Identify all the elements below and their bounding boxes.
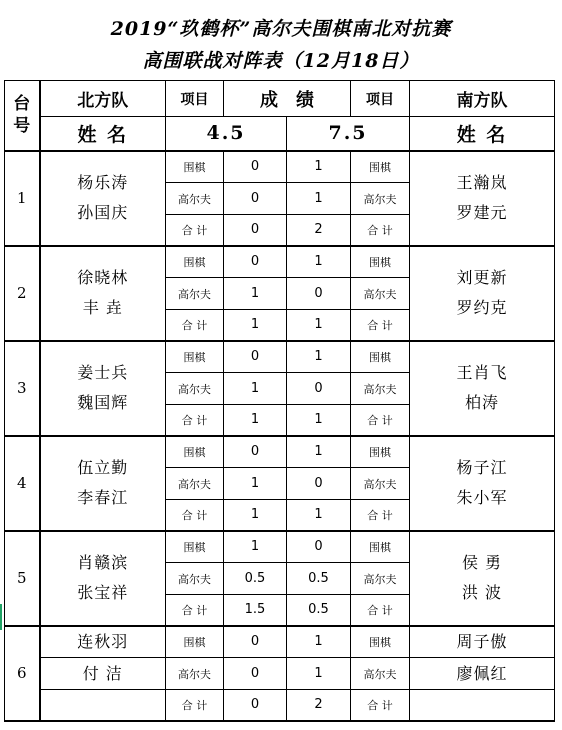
south-score: 1 — [287, 246, 351, 278]
south-score: 1 — [287, 183, 351, 215]
south-score: 0 — [287, 278, 351, 310]
item-label-right: 高尔夫 — [351, 468, 410, 500]
match-row — [5, 658, 555, 690]
north-players-cell — [40, 151, 166, 246]
south-score: 1 — [287, 500, 351, 531]
document-subtitle: 高围联战对阵表（12月18日） — [142, 50, 420, 72]
south-player-name: 侯 勇 — [461, 553, 503, 572]
south-score: 1 — [287, 405, 351, 436]
north-player-name: 伍立勤 — [77, 458, 129, 477]
south-score: 1 — [287, 341, 351, 373]
south-player-name: 刘更新 — [456, 268, 508, 287]
south-player-name: 洪 波 — [461, 583, 503, 602]
table-number-cell: 4 — [5, 436, 40, 531]
table-number-cell: 6 — [5, 626, 40, 721]
south-player-name: 柏涛 — [464, 393, 499, 412]
table-number-header-top: 台 — [13, 94, 31, 115]
south-score: 1 — [287, 436, 351, 468]
south-score: 1 — [287, 626, 351, 658]
north-score: 0 — [224, 215, 287, 246]
south-score: 2 — [287, 215, 351, 246]
table-number-cell: 3 — [5, 341, 40, 436]
north-score: 0 — [224, 183, 287, 215]
north-player-name: 杨乐涛 — [77, 173, 129, 192]
match-row — [5, 151, 555, 183]
match-row — [5, 436, 555, 468]
item-label-left: 合 计 — [166, 690, 224, 721]
item-label-right: 围棋 — [351, 626, 410, 658]
item-label-left: 围棋 — [166, 151, 224, 183]
name-header-right: 姓 名 — [410, 117, 555, 151]
item-label-left: 围棋 — [166, 531, 224, 563]
item-label-right: 围棋 — [351, 531, 410, 563]
south-player-name: 罗约克 — [456, 298, 508, 317]
south-score: 0.5 — [287, 595, 351, 626]
item-label-left: 合 计 — [166, 310, 224, 341]
north-player-name: 肖赣滨 — [77, 553, 129, 572]
south-players-cell — [410, 436, 555, 531]
header-row-1 — [5, 81, 555, 117]
match-row — [5, 531, 555, 563]
match-row — [5, 246, 555, 278]
north-score: 1 — [224, 405, 287, 436]
item-header-left: 项目 — [166, 81, 224, 117]
item-label-right: 合 计 — [351, 405, 410, 436]
south-score: 0 — [287, 531, 351, 563]
north-score: 1 — [224, 500, 287, 531]
item-label-right: 围棋 — [351, 341, 410, 373]
item-label-right: 高尔夫 — [351, 373, 410, 405]
item-label-left: 围棋 — [166, 626, 224, 658]
north-player-name: 魏国辉 — [77, 393, 129, 412]
north-score: 0 — [224, 658, 287, 690]
south-players-cell — [410, 341, 555, 436]
item-label-right: 高尔夫 — [351, 658, 410, 690]
south-total-score: 7.5 — [287, 117, 410, 151]
item-label-left: 合 计 — [166, 500, 224, 531]
north-player-name: 连秋羽 — [40, 626, 166, 658]
score-header: 成 绩 — [224, 81, 351, 117]
south-player-name: 罗建元 — [456, 203, 508, 222]
item-label-left: 围棋 — [166, 436, 224, 468]
item-label-left: 合 计 — [166, 405, 224, 436]
north-score: 0 — [224, 626, 287, 658]
south-score: 0.5 — [287, 563, 351, 595]
name-header-left: 姓 名 — [40, 117, 166, 151]
south-player-name: 廖佩红 — [410, 658, 555, 690]
south-player-name: 王肖飞 — [456, 363, 508, 382]
match-row — [5, 341, 555, 373]
item-header-right: 项目 — [351, 81, 410, 117]
north-player-name: 李春江 — [77, 488, 129, 507]
table-number-cell: 5 — [5, 531, 40, 626]
item-label-right: 合 计 — [351, 215, 410, 246]
item-label-right: 合 计 — [351, 310, 410, 341]
south-score: 2 — [287, 690, 351, 721]
item-label-right: 围棋 — [351, 436, 410, 468]
item-label-left: 合 计 — [166, 215, 224, 246]
south-player-name: 朱小军 — [456, 488, 508, 507]
north-player-name: 孙国庆 — [77, 203, 129, 222]
north-score: 1 — [224, 278, 287, 310]
south-player-name — [410, 690, 555, 721]
item-label-left: 高尔夫 — [166, 183, 224, 215]
cell-selection-marker — [0, 604, 2, 630]
item-label-left: 高尔夫 — [166, 468, 224, 500]
table-number-cell: 1 — [5, 151, 40, 246]
north-players-cell — [40, 246, 166, 341]
table-number-cell: 2 — [5, 246, 40, 341]
south-players-cell — [410, 246, 555, 341]
item-label-left: 合 计 — [166, 595, 224, 626]
north-score: 0 — [224, 341, 287, 373]
item-label-left: 高尔夫 — [166, 658, 224, 690]
item-label-right: 合 计 — [351, 500, 410, 531]
north-score: 1 — [224, 531, 287, 563]
north-players-cell — [40, 341, 166, 436]
match-table — [4, 80, 555, 722]
north-score: 0 — [224, 436, 287, 468]
table-number-header — [5, 81, 40, 151]
south-player-name: 周子傲 — [410, 626, 555, 658]
south-score: 1 — [287, 658, 351, 690]
north-team-header: 北方队 — [40, 81, 166, 117]
item-label-right: 围棋 — [351, 151, 410, 183]
north-player-name: 付 洁 — [40, 658, 166, 690]
north-score: 0 — [224, 690, 287, 721]
table-number-header-bottom: 号 — [13, 116, 31, 137]
item-label-right: 高尔夫 — [351, 183, 410, 215]
north-score: 0.5 — [224, 563, 287, 595]
item-label-left: 高尔夫 — [166, 563, 224, 595]
north-player-name: 姜士兵 — [77, 363, 129, 382]
match-row — [5, 626, 555, 658]
north-player-name: 徐晓林 — [77, 268, 129, 287]
item-label-right: 合 计 — [351, 595, 410, 626]
north-score: 0 — [224, 151, 287, 183]
south-score: 0 — [287, 373, 351, 405]
south-players-cell — [410, 151, 555, 246]
item-label-right: 高尔夫 — [351, 278, 410, 310]
item-label-left: 围棋 — [166, 246, 224, 278]
south-score: 1 — [287, 310, 351, 341]
document-title: 2019“玖鹤杯”高尔夫围棋南北对抗赛 — [110, 18, 452, 40]
north-player-name: 丰 垚 — [82, 298, 123, 317]
item-label-right: 围棋 — [351, 246, 410, 278]
north-score: 1 — [224, 310, 287, 341]
north-player-name — [40, 690, 166, 721]
south-player-name: 王瀚岚 — [456, 173, 508, 192]
item-label-left: 围棋 — [166, 341, 224, 373]
item-label-left: 高尔夫 — [166, 373, 224, 405]
north-score: 1.5 — [224, 595, 287, 626]
south-team-header: 南方队 — [410, 81, 555, 117]
north-players-cell — [40, 531, 166, 626]
south-score: 1 — [287, 151, 351, 183]
north-score: 1 — [224, 468, 287, 500]
match-row — [5, 690, 555, 721]
item-label-right: 合 计 — [351, 690, 410, 721]
item-label-right: 高尔夫 — [351, 563, 410, 595]
south-score: 0 — [287, 468, 351, 500]
north-player-name: 张宝祥 — [77, 583, 129, 602]
north-score: 0 — [224, 246, 287, 278]
north-players-cell — [40, 436, 166, 531]
south-player-name: 杨子江 — [456, 458, 508, 477]
north-total-score: 4.5 — [166, 117, 287, 151]
north-score: 1 — [224, 373, 287, 405]
item-label-left: 高尔夫 — [166, 278, 224, 310]
south-players-cell — [410, 531, 555, 626]
header-row-2 — [5, 117, 555, 151]
